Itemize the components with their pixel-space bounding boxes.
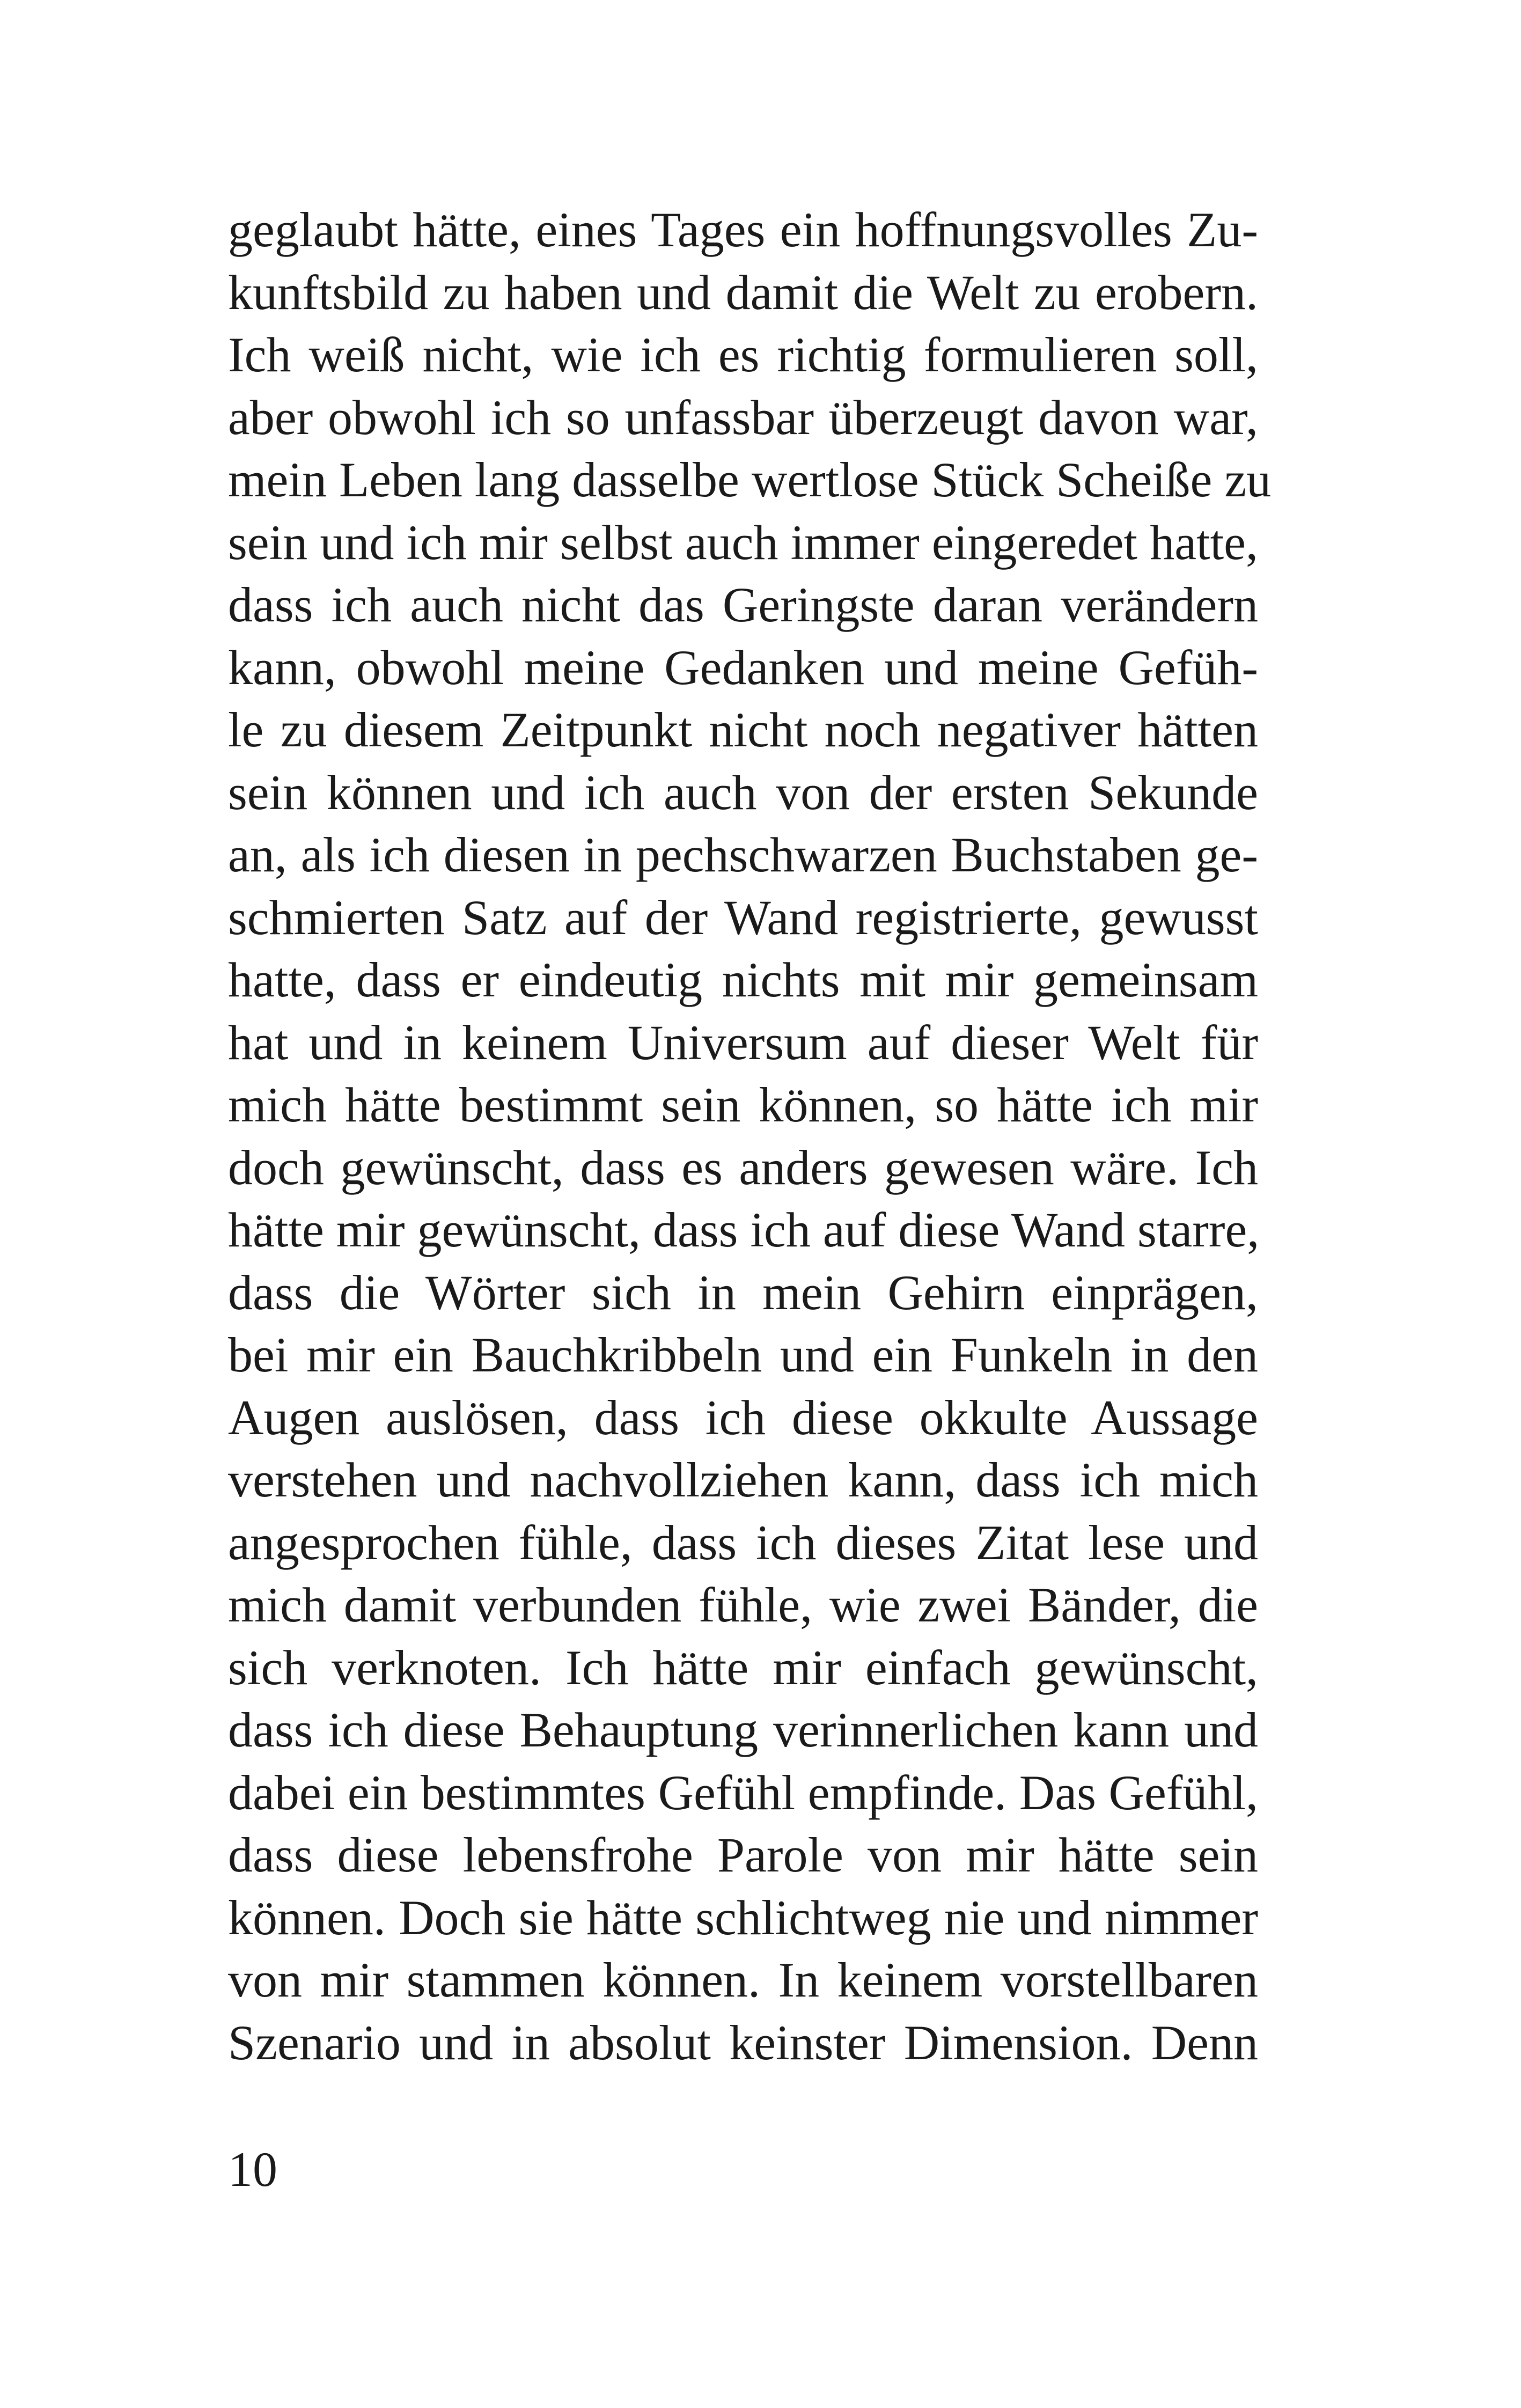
body-text (228, 199, 1272, 2074)
text-line: hatte, dass er eindeutig nichts mit mir gemeinsam (228, 952, 1258, 1007)
text-line: Szenario und in absolut keinster Dimension. Denn (228, 2015, 1258, 2070)
text-line: sich verknoten. Ich hätte mir einfach gewünscht, (228, 1640, 1258, 1695)
text-line: mich damit verbunden fühle, wie zwei Bänder, die (228, 1577, 1258, 1632)
text-line: angesprochen fühle, dass ich dieses Zitat lese und (228, 1515, 1258, 1570)
text-line: an, als ich diesen in pechschwarzen Buchstaben ge- (228, 827, 1258, 882)
text-line: geglaubt hätte, eines Tages ein hoffnungsvolles Zu- (228, 202, 1258, 257)
text-line: hätte mir gewünscht, dass ich auf diese Wand starre, (228, 1202, 1260, 1257)
text-line: kunftsbild zu haben und damit die Welt zu erobern. (228, 265, 1258, 320)
text-line: dass ich diese Behauptung verinnerlichen kann und (228, 1702, 1258, 1757)
text-line: doch gewünscht, dass es anders gewesen wäre. Ich (228, 1140, 1258, 1195)
text-line: Augen auslösen, dass ich diese okkulte Aussage (228, 1390, 1258, 1445)
text-line: sein können und ich auch von der ersten Sekunde (228, 765, 1258, 820)
text-line: können. Doch sie hätte schlichtweg nie und nimmer (228, 1890, 1258, 1945)
text-line: bei mir ein Bauchkribbeln und ein Funkeln in den (228, 1327, 1258, 1382)
text-line: schmierten Satz auf der Wand registrierte, gewusst (228, 890, 1258, 945)
text-line: le zu diesem Zeitpunkt nicht noch negativer hätten (228, 702, 1258, 757)
page-number: 10 (228, 2142, 277, 2197)
text-line: sein und ich mir selbst auch immer eingeredet hatte, (228, 515, 1258, 570)
text-line: verstehen und nachvollziehen kann, dass ich mich (228, 1452, 1258, 1507)
text-line: dass die Wörter sich in mein Gehirn einprägen, (228, 1265, 1258, 1320)
text-line: dass ich auch nicht das Geringste daran verändern (228, 577, 1258, 632)
text-line: mich hätte bestimmt sein können, so hätte ich mir (228, 1077, 1258, 1132)
text-line: dabei ein bestimmtes Gefühl empfinde. Das Gefühl, (228, 1765, 1258, 1820)
text-line: von mir stammen können. In keinem vorstellbaren (228, 1952, 1258, 2007)
text-line: aber obwohl ich so unfassbar überzeugt davon war, (228, 390, 1258, 445)
text-line: mein Leben lang dasselbe wertlose Stück Scheiße zu (228, 452, 1272, 507)
text-line: hat und in keinem Universum auf dieser Welt für (228, 1015, 1258, 1070)
text-line: dass diese lebensfrohe Parole von mir hätte sein (228, 1827, 1258, 1882)
text-line: Ich weiß nicht, wie ich es richtig formulieren soll, (228, 327, 1258, 382)
text-line: kann, obwohl meine Gedanken und meine Gefüh- (228, 640, 1258, 695)
